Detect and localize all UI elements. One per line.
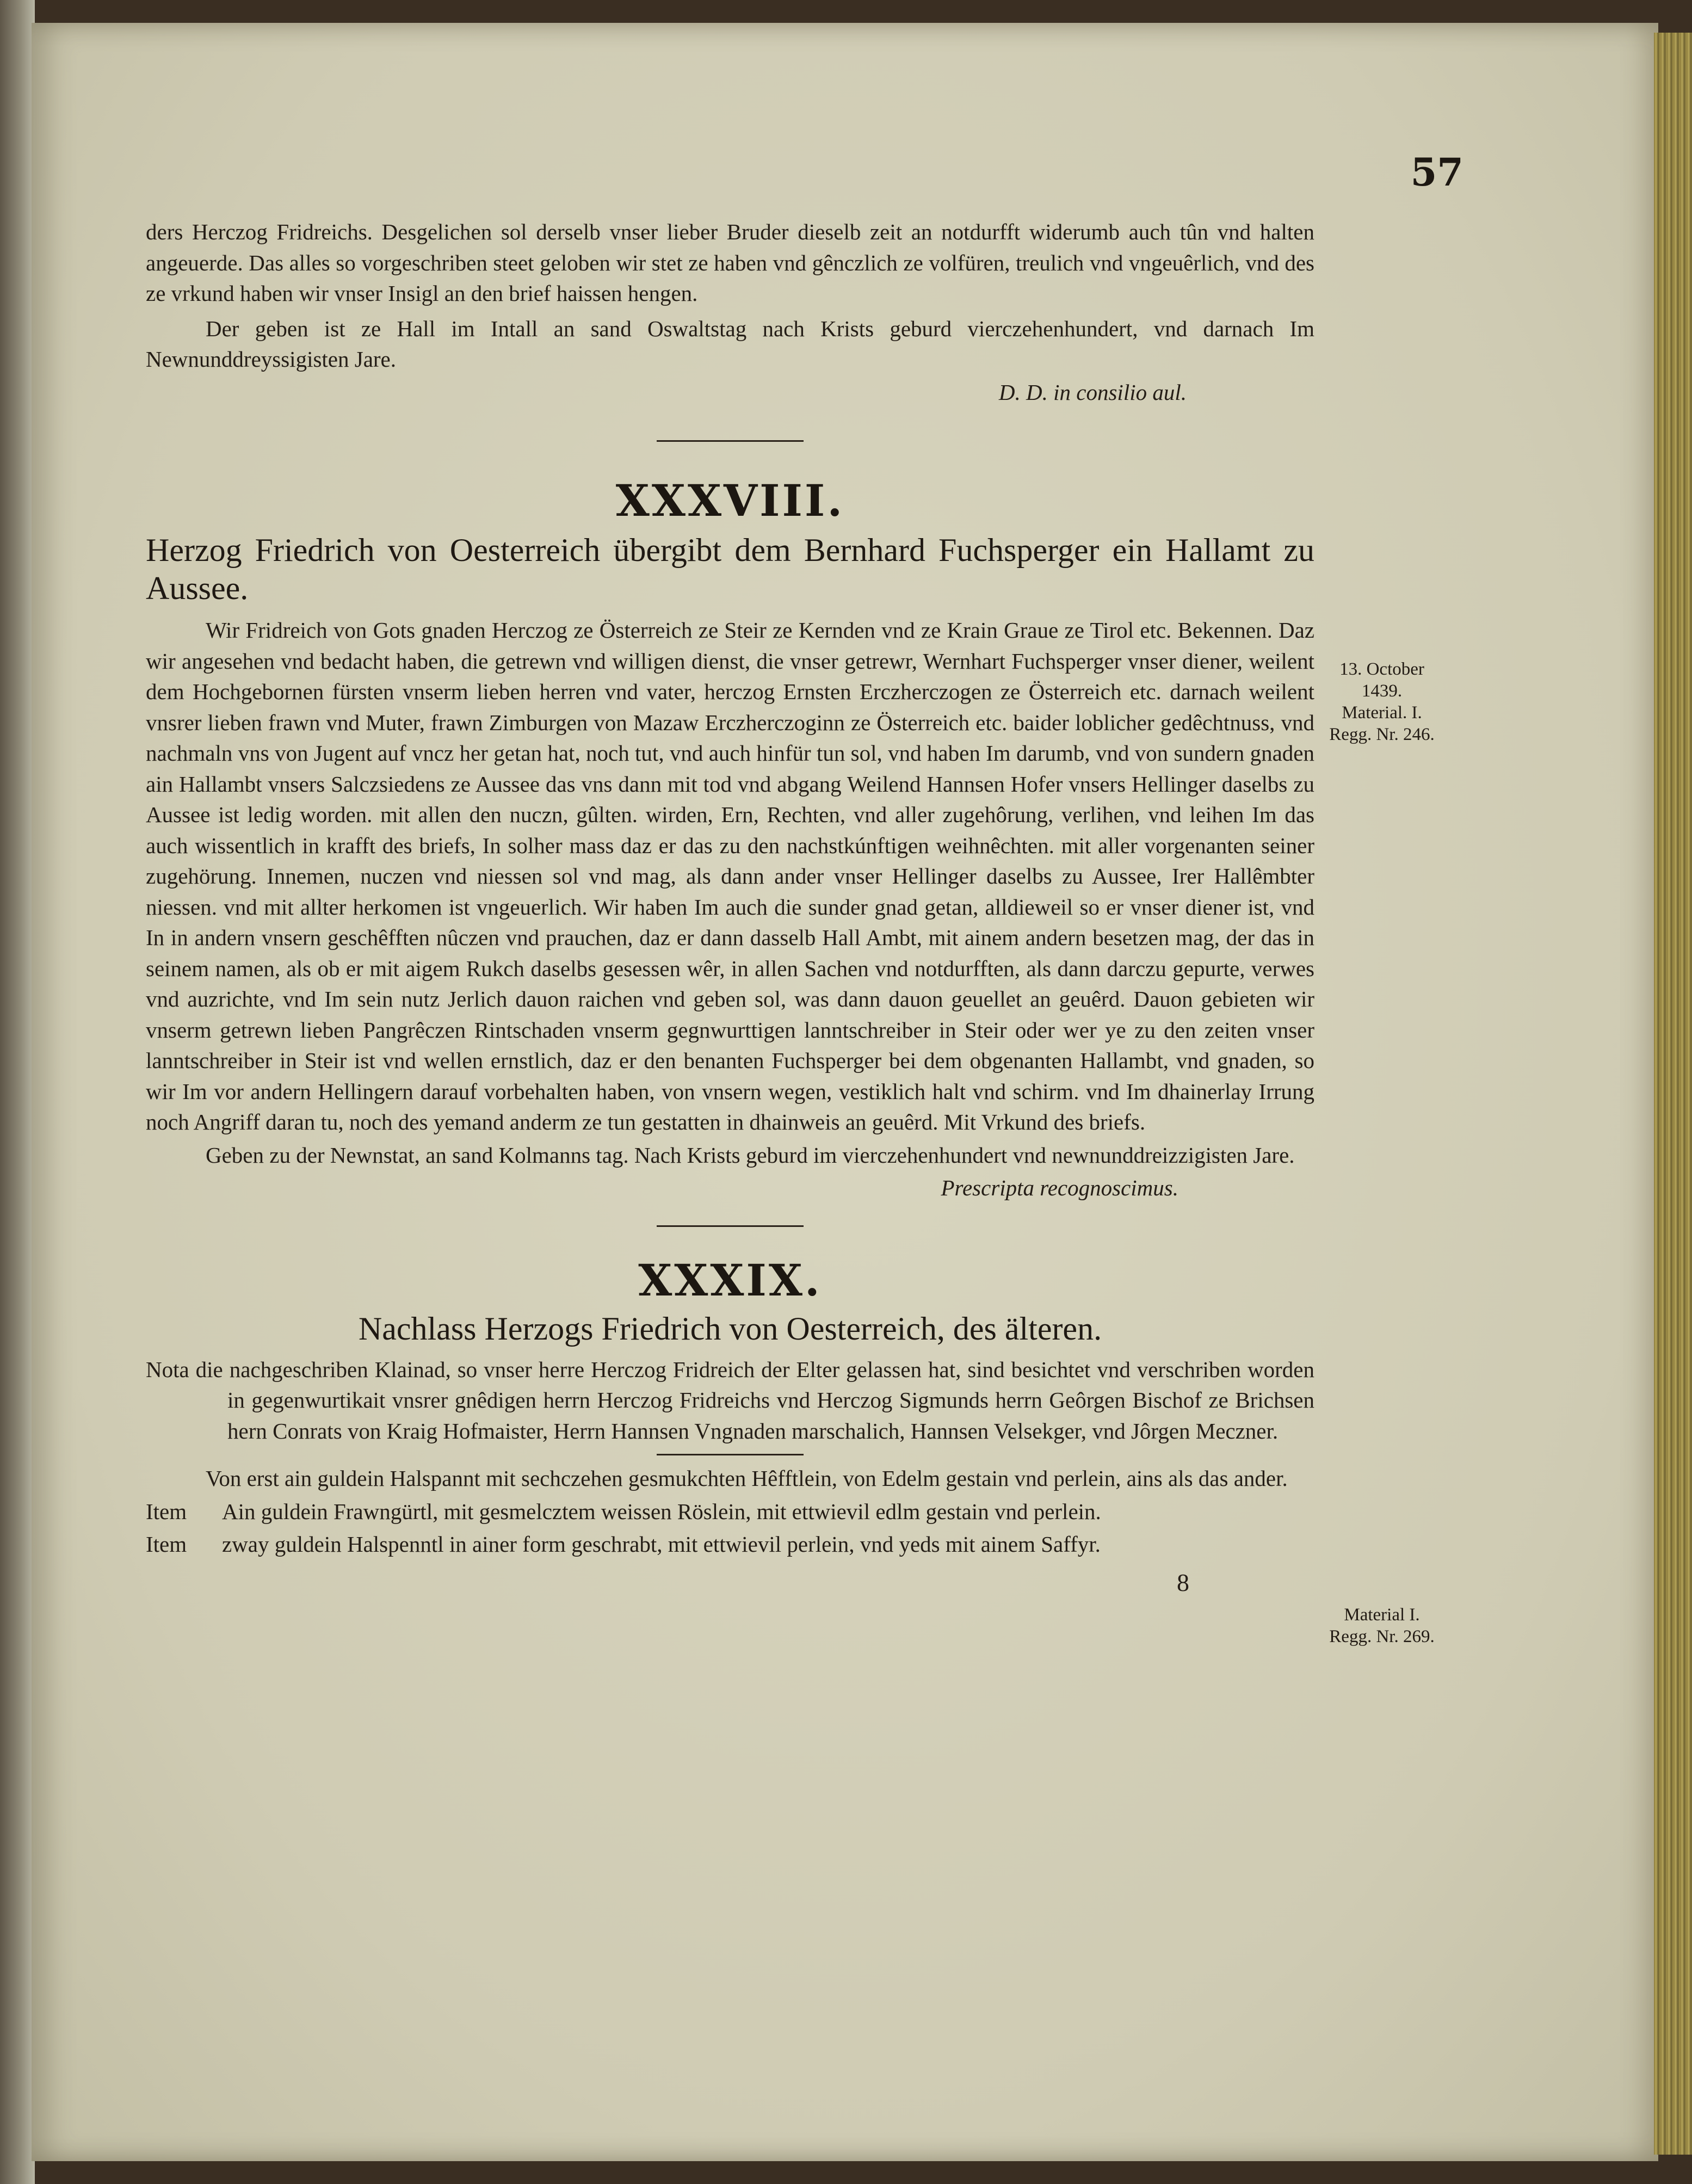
item-label: Item: [146, 1532, 187, 1557]
margin-note-39: [1317, 1604, 1447, 1648]
section-38-closing: Geben zu der Newnstat, an sand Kolmanns tag. Nach Krists geburd im vierczehenhundert vnd newnunddreizzigisten Jare.: [206, 1142, 1295, 1168]
book-spine-left: [0, 0, 35, 2184]
section-38-title-text: Herzog Friedrich von Oesterreich übergibt dem Bernhard Fuchsperger ein Hallamt zu Aussee.: [146, 532, 1314, 606]
intro-paragraph: ders Herczog Fridreichs. Desgelichen sol derselb vnser lieber Bruder dieselb zeit an notdurfft widerumb auch tûn vnd halten angeuerde. Das alles so vorgeschriben steet geloben wir stet ze haben vnd gênczlich ze volfüren, treulich vnd vngeuêrlich, vnd des ze vrkund haben wir vnser Insigl an den brief haissen hengen.: [146, 219, 1314, 306]
item-text: Ain guldein Frawngürtl, mit gesmelcztem weissen Röslein, mit ettwievil edlm gestain vnd perlein.: [222, 1498, 1101, 1524]
margin-reference: Material I.: [1344, 1605, 1420, 1625]
section-divider: [657, 1454, 804, 1455]
page-number: 57: [1410, 150, 1463, 195]
section-39-numeral: XXXIX.: [638, 1254, 822, 1306]
margin-note-38: [1317, 658, 1447, 745]
page-body: [146, 217, 1314, 1598]
section-38-title: [146, 531, 1314, 607]
margin-year: 1439.: [1361, 681, 1403, 701]
margin-date: 13. October: [1339, 659, 1424, 679]
section-38-body: Wir Fridreich von Gots gnaden Herczog ze Österreich ze Steir ze Kernden vnd ze Krain Graue ze Tirol etc. Bekennen. Daz wir angesehen vnd bedacht haben, die getrewn vnd willigen dienst, die vnser getrewr, Wernhart Fuchsperger vnser diener, weilent dem Hochgebornen fürsten vnserm lieben herren vnd vater, herczog Ernsten Erczherczogen ze Österreich etc. darnach weilent vnsrer lieben frawn vnd Muter, frawn Zimburgen von Mazaw Erczherczoginn ze Österreich etc. baider loblicher gedêchtnuss, vnd nachmaln vns von Jugent auf vncz her getan hat, noch tut, vnd auch hinfür tun sol, vnd haben Im darumb, vnd von sundern gnaden ain Hallambt vnsers Salczsiedens ze Aussee das vns dann mit tod vnd abgang Weilend Hannsen Hofer vnsers Hellinger daselbs zu Aussee ist ledig worden. mit allen den nuczn, gûlten. wirden, Ern, Rechten, vnd aller zugehôrung, verlihen, vnd leihen Im das auch wissentlich in krafft des briefs, In solher mass daz er das zu den nachstkúnftigen weihnêchten. mit aller vorgenanten seiner zugehörung. Innemen, nuczen vnd niessen sol vnd mag, als dann ander vnser Hellinger daselbs zu Aussee, Irer Hallêmbter niessen. vnd mit allter herkomen ist vngeuerlich. Wir haben Im auch die sunder gnad getan, alldieweil so er vnser diener ist, vnd In in andern vnsern geschêfften nûczen vnd prauchen, daz er dann dasselb Hall Ambt, mit ainem andern besetzen mag, der das in seinem namen, als ob er mit aigem Rukch daselbs gesessen wêr, in allen Sachen vnd notdurfften, als dann darczu gepurte, verwes vnd auzrichte, vnd Im sein nutz Jerlich dauon raichen vnd geben sol, was dann dauon geuellet an geuêrd. Dauon gebieten wir vnserm getrewn lieben Pangrêczen Rintschaden vnserm gegnwurttigen lanntschreiber in Steir oder wer ye zu den zeiten vnser lanntschreiber in Steir ist vnd wellen ernstlich, daz er den benanten Fuchsperger bei dem obgenanten Hallambt, vnd gnaden, so wir Im vor andern Hellingern darauf vorbehalten haben, von vnsern wegen, vestiklich halt vnd schirm. vnd Im dhainerlay Irrung noch Angriff daran tu, noch des yemand anderm ze tun gestatten in dhainweis an geuêrd. Mit Vrkund des briefs.: [146, 618, 1314, 1134]
section-38-attestation: Prescripta recognoscimus.: [941, 1175, 1178, 1200]
inventory-item: [146, 1529, 1314, 1560]
intro-dating: Der geben ist ze Hall im Intall an sand Oswaltstag nach Krists geburd vierczehenhundert, vnd darnach Im Newnunddreyssigisten Jare.: [146, 316, 1314, 372]
item-label: Item: [146, 1498, 187, 1524]
section-38-numeral: XXXVIII.: [615, 475, 845, 526]
inventory-first: Von erst ain guldein Halspannt mit sechczehen gesmukchten Hêfftlein, von Edelm gestain vnd perlein, ains als das ander.: [206, 1466, 1288, 1491]
section-divider: [657, 440, 804, 442]
item-text: zway guldein Halspenntl in ainer form geschrabt, mit ettwievil perlein, vnd yeds mit ainem Saffyr.: [222, 1532, 1101, 1557]
margin-reference: Regg. Nr. 269.: [1329, 1627, 1435, 1646]
section-39-title: Nachlass Herzogs Friedrich von Oesterreich, des älteren.: [358, 1310, 1102, 1347]
section-39-intro: Nota die nachgeschriben Klainad, so vnser herre Herczog Fridreich der Elter gelassen hat, sind besichtet vnd verschriben worden in gegenwurtikait vnsrer gnêdigen herrn Herczog Fridreichs vnd Herczog Sigmunds herrn Geôrgen Bischof ze Brichsen hern Conrats von Kraig Hofmaister, Herrn Hannsen Vngnaden marschalich, Hannsen Velsekger, vnd Jôrgen Meczner.: [146, 1356, 1314, 1443]
inventory-item: [146, 1496, 1314, 1527]
margin-reference: Regg. Nr. 246.: [1329, 725, 1435, 744]
page-edges: [1654, 33, 1692, 2155]
signature-mark: 8: [1177, 1568, 1189, 1596]
intro-attestation: D. D. in consilio aul.: [998, 379, 1187, 405]
margin-reference: Material. I.: [1342, 703, 1422, 723]
section-divider: [657, 1225, 804, 1227]
